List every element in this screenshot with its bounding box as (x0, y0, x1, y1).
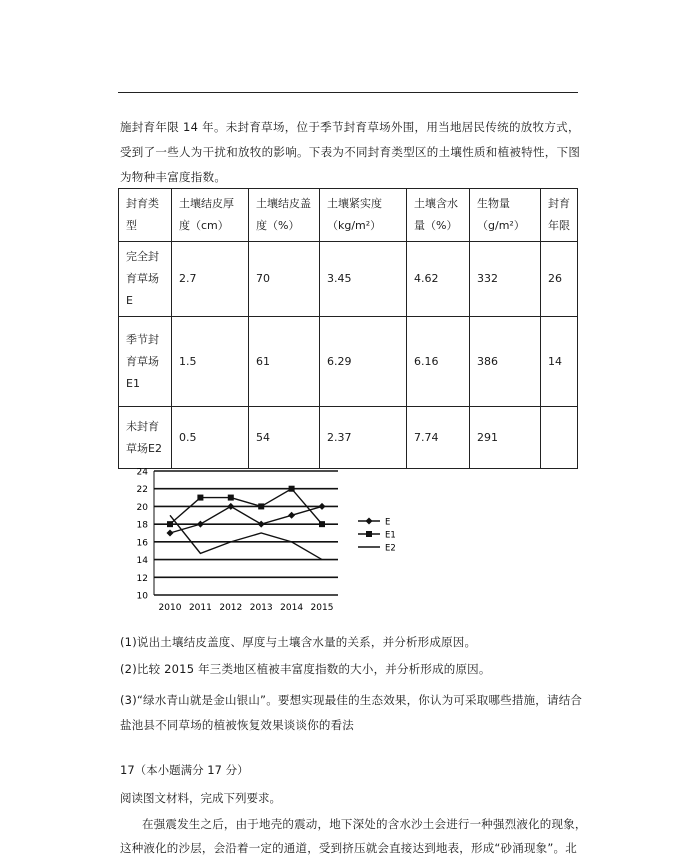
table-row (119, 317, 578, 407)
table-cell: 54 (249, 407, 320, 469)
data-point-E1 (167, 521, 173, 527)
table-cell: 未封育草场E2 (119, 407, 172, 469)
data-point-E1 (228, 495, 234, 501)
table-header-row (119, 189, 578, 242)
table-cell: 14 (541, 317, 578, 407)
table-cell: 6.16 (407, 317, 470, 407)
y-tick-label: 16 (136, 538, 148, 549)
data-point-E (197, 521, 204, 528)
series-line-E2 (170, 515, 322, 559)
table-cell: 7.74 (407, 407, 470, 469)
y-tick-label: 12 (136, 573, 148, 584)
table-row (119, 242, 578, 317)
top-divider (118, 92, 578, 93)
table-cell: 3.45 (320, 242, 407, 317)
table-cell: 6.29 (320, 317, 407, 407)
table-cell: 0.5 (172, 407, 249, 469)
legend-label-E: E (385, 517, 391, 528)
header-cell: 土壤结皮盖度（%） (249, 189, 320, 242)
x-tick-label: 2011 (188, 603, 212, 613)
x-tick-label: 2013 (249, 603, 273, 613)
question-2: (2)比较 2015 年三类地区植被丰富度指数的大小，并分析形成的原因。 (120, 662, 491, 676)
richness-line-chart (118, 463, 428, 623)
data-point-E (319, 503, 326, 510)
table-cell: 291 (470, 407, 541, 469)
y-tick-label: 24 (136, 467, 148, 478)
question-1: (1)说出土壤结皮盖度、厚度与土壤含水量的关系，并分析形成原因。 (120, 635, 477, 649)
x-tick-label: 2014 (280, 603, 304, 613)
table-cell: 26 (541, 242, 578, 317)
legend-label-E2: E2 (385, 543, 396, 554)
table-cell: 完全封育草场E (119, 242, 172, 317)
instruction-text: 阅读图文材料，完成下列要求。 (120, 791, 281, 805)
header-cell: 土壤含水量（%） (407, 189, 470, 242)
data-point-E (227, 503, 234, 510)
y-tick-label: 14 (136, 556, 148, 567)
table-cell: 1.5 (172, 317, 249, 407)
table-cell: 2.7 (172, 242, 249, 317)
header-cell: 封育年限 (541, 189, 578, 242)
x-tick-label: 2010 (158, 603, 182, 613)
table-cell: 386 (470, 317, 541, 407)
table-cell: 2.37 (320, 407, 407, 469)
header-cell: 生物量（g/m²） (470, 189, 541, 242)
y-tick-label: 22 (136, 485, 148, 496)
table-cell: 季节封育草场E1 (119, 317, 172, 407)
x-tick-label: 2012 (219, 603, 243, 613)
y-tick-label: 18 (136, 520, 148, 531)
y-tick-label: 10 (136, 591, 148, 602)
table-cell: 332 (470, 242, 541, 317)
y-tick-label: 20 (136, 502, 148, 513)
soil-table (118, 188, 578, 469)
legend-marker-E (366, 518, 373, 525)
data-point-E (258, 521, 265, 528)
table-cell: 70 (249, 242, 320, 317)
section-heading: 17（本小题满分 17 分） (120, 763, 249, 777)
data-point-E (288, 512, 295, 519)
data-point-E1 (289, 486, 295, 492)
data-point-E1 (319, 521, 325, 527)
table-row (119, 407, 578, 469)
series-line-E (170, 506, 322, 533)
question-3: (3)“绿水青山就是金山银山”。要想实现最佳的生态效果，你认为可采取哪些措施，请结合盐池县不同草场的植被恢复效果谈谈你的看法 (120, 693, 583, 732)
data-point-E (167, 530, 174, 537)
header-cell: 封育类型 (119, 189, 172, 242)
header-cell: 土壤紧实度（kg/m²） (320, 189, 407, 242)
data-point-E1 (197, 495, 203, 501)
material-paragraph: 在强震发生之后，由于地壳的震动，地下深处的含水沙土会进行一种强烈液化的现象，这种液化的沙层，会沿着一定的通道，受到挤压就会直接达到地表，形成“砂涌现象”。北 (120, 817, 587, 855)
x-tick-label: 2015 (310, 603, 334, 613)
legend-label-E1: E1 (385, 530, 396, 541)
legend-marker-E1 (366, 531, 372, 537)
table-cell: 61 (249, 317, 320, 407)
table-cell: 4.62 (407, 242, 470, 317)
header-cell: 土壤结皮厚度（cm） (172, 189, 249, 242)
table-cell (541, 407, 578, 469)
intro-paragraph: 施封育年限 14 年。未封育草场，位于季节封育草场外围，用当地居民传统的放牧方式，受到了一些人为干扰和放牧的影响。下表为不同封育类型区的土壤性质和植被特性，下图为物种丰富度指数。 (120, 120, 581, 184)
data-point-E1 (258, 503, 264, 509)
